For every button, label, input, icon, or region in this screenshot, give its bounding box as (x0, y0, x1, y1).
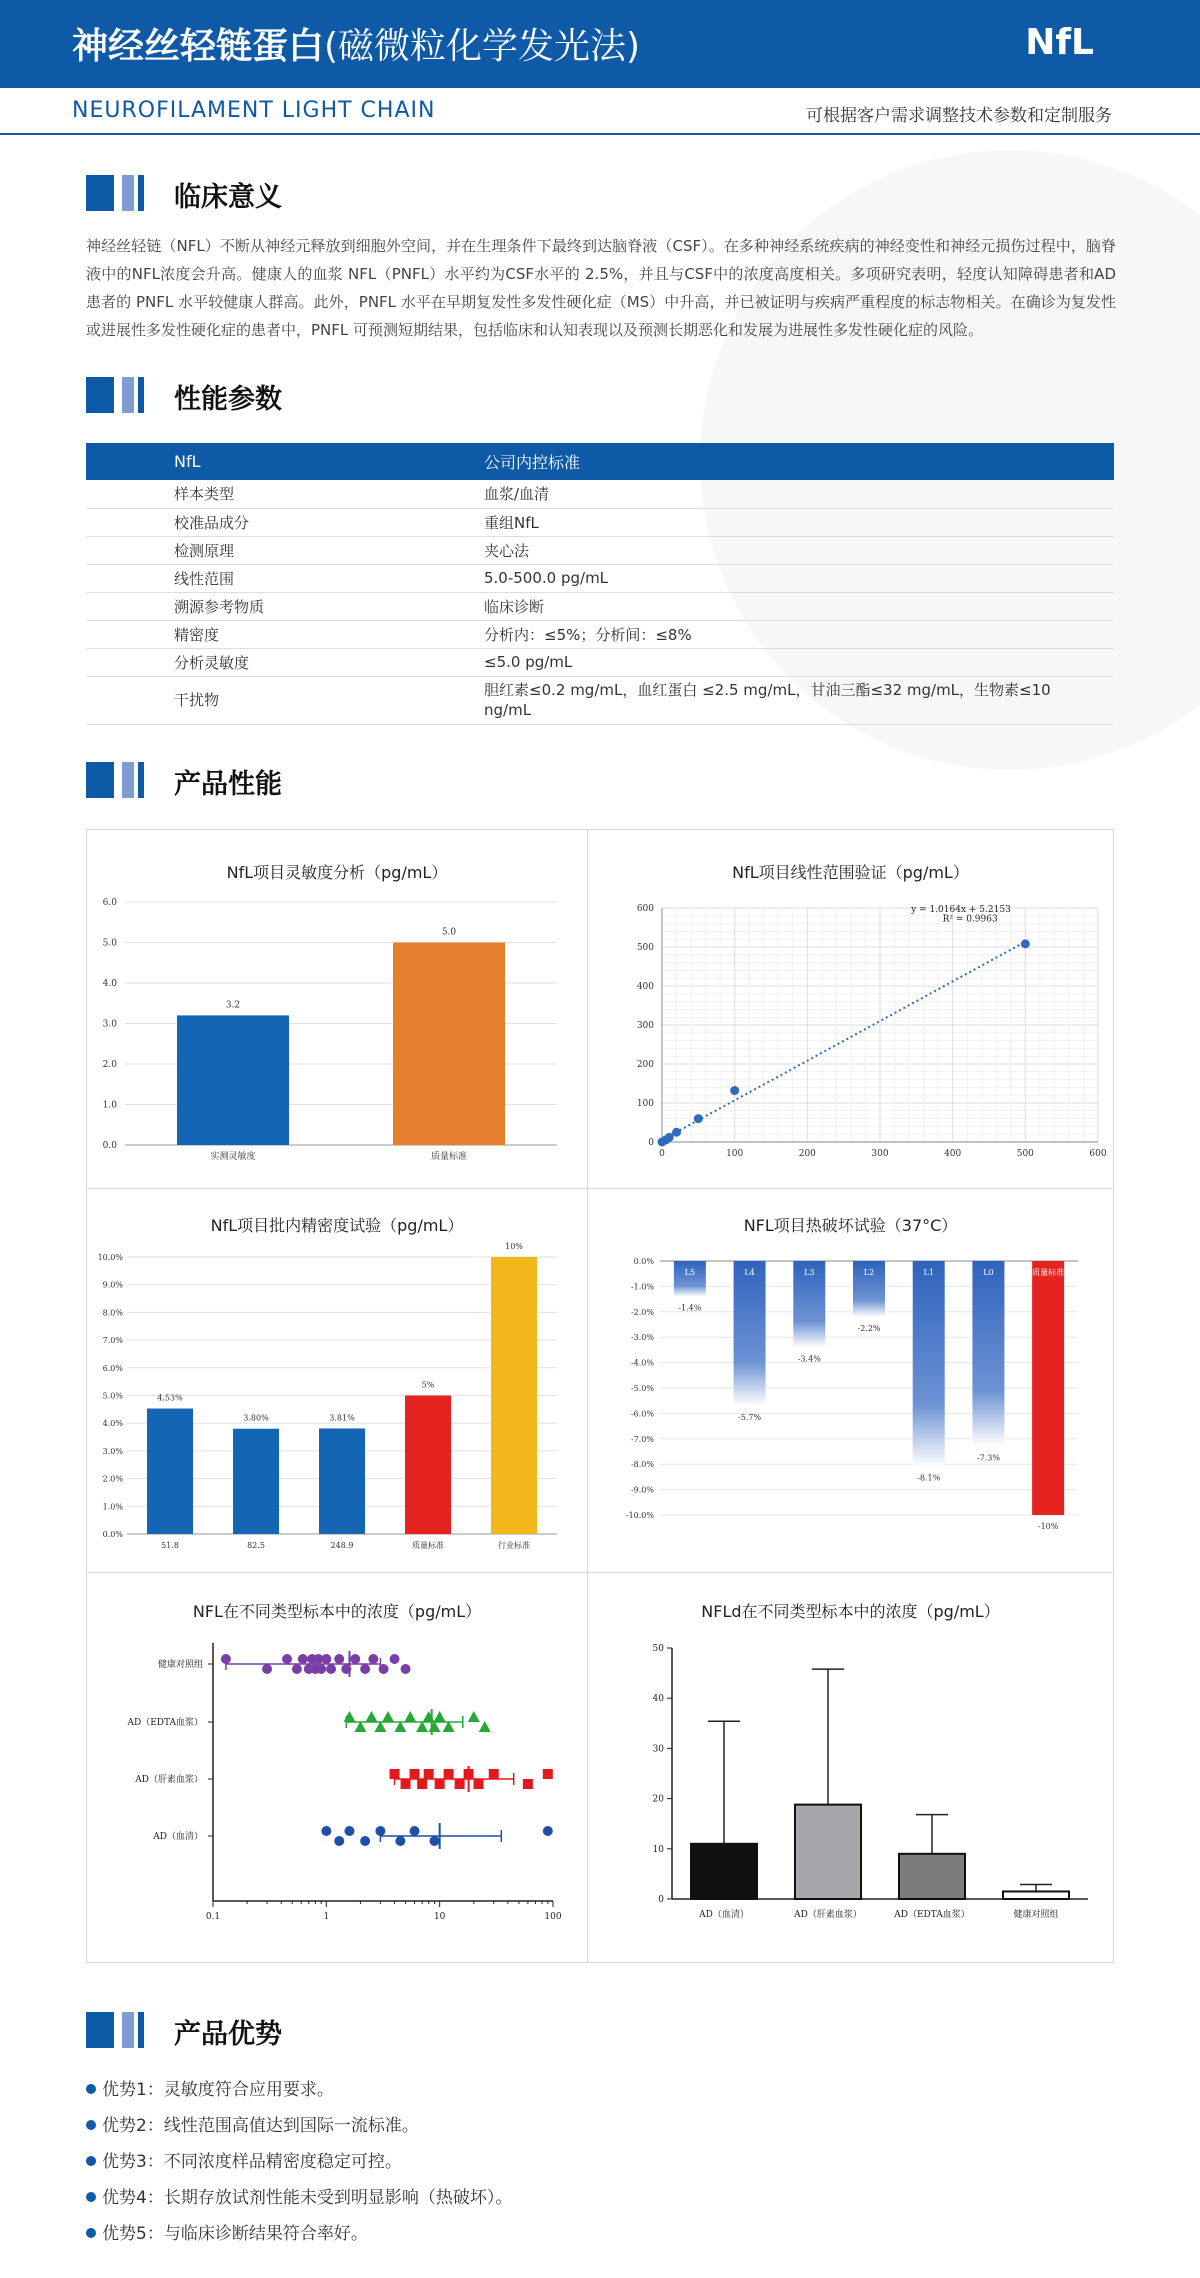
x-tick-label: AD（EDTA血浆） (894, 1910, 970, 1920)
data-label: 5% (421, 1380, 435, 1390)
param-name: 精密度 (86, 620, 484, 648)
data-label: -10% (1037, 1522, 1059, 1531)
data-point (341, 1664, 351, 1674)
data-point (444, 1769, 454, 1779)
data-point (1021, 939, 1030, 948)
chart-title: NFLd在不同类型标本中的浓度（pg/mL） (701, 1602, 1000, 1621)
data-point (473, 1779, 483, 1789)
x-tick-label: 行业标准 (498, 1541, 530, 1550)
bar (899, 1854, 965, 1899)
bar (393, 943, 505, 1146)
y-tick-label: -5.0% (630, 1384, 654, 1393)
subheader (0, 88, 1200, 134)
bar (913, 1261, 945, 1467)
x-tick-label: 51.8 (161, 1541, 179, 1550)
y-tick-label: -1.0% (630, 1282, 654, 1292)
data-point (423, 1711, 435, 1722)
data-point (455, 1779, 465, 1789)
param-name: 样本类型 (86, 480, 484, 508)
data-point (479, 1721, 491, 1732)
sensitivity-bar-chart (87, 830, 587, 1188)
advantage-text: 优势4：长期存放试剂性能未受到明显影响（热破坏）。 (102, 2188, 513, 2208)
y-tick-label: 8.0% (102, 1308, 123, 1318)
concentration-dot-plot (87, 1573, 587, 1963)
bullet-icon (86, 2228, 96, 2238)
data-point (464, 1769, 474, 1779)
y-tick-label: 10 (652, 1844, 664, 1855)
header-bar (0, 0, 1200, 88)
heading-block-icon (122, 377, 134, 413)
data-point (379, 1664, 389, 1674)
data-point (401, 1779, 411, 1789)
page-title: 神经丝轻链蛋白(磁微粒化学发光法) (72, 26, 641, 67)
y-tick-label: AD（EDTA血浆） (127, 1718, 203, 1728)
bar (1003, 1891, 1069, 1899)
x-tick-label: 0 (659, 1149, 665, 1159)
y-tick-label: 50 (652, 1644, 664, 1654)
advantage-text: 优势3：不同浓度样品精密度稳定可控。 (102, 2152, 402, 2172)
x-tick-label: 10 (433, 1912, 446, 1922)
advantage-item (86, 2111, 419, 2136)
x-tick-label: AD（血清） (699, 1910, 749, 1920)
x-tick-label: L1 (923, 1268, 934, 1277)
y-tick-label: 0 (648, 1138, 654, 1148)
y-tick-label: 6.0% (102, 1363, 123, 1373)
heading-block-icon (86, 175, 114, 211)
param-value: 临床诊断 (484, 592, 1114, 620)
data-point (401, 1664, 411, 1674)
x-tick-label: 82.5 (247, 1541, 265, 1550)
heading-block-icon (138, 2012, 144, 2048)
heading-block-icon (122, 175, 134, 211)
advantage-item (86, 2219, 368, 2244)
y-tick-label: 0.0 (102, 1141, 117, 1151)
x-tick-label: 1 (323, 1912, 330, 1922)
x-tick-label: AD（肝素血浆） (794, 1910, 862, 1920)
advantage-text: 优势1：灵敏度符合应用要求。 (102, 2080, 334, 2100)
y-tick-label: 40 (652, 1694, 664, 1705)
clinical-paragraph: 神经丝轻链（NFL）不断从神经元释放到细胞外空间，并在生理条件下最终到达脑脊液（CSF）。在多种神经系统疾病的神经变性和神经元损伤过程中，脑脊液中的NFL浓度会升高。健康人的血浆 NFL（PNFL）水平约为CSF水平的 2.5%，并且与CSF中的浓度高度相关。多项研究表明，轻度认知障碍患者和AD患者的 PNFL 水平较健康人群高。此外，PNFL 水平在早期复发性多发性硬化症（MS）中升高，并已被证明与疾病严重程度的标志物相关。在确诊为复发性或进展性多发性硬化症的患者中，PNFL 可预测短期结果，包括临床和认知表现以及预测长期恶化和发展为进展性多发性硬化症的风险。 (86, 237, 1116, 339)
x-tick-label: 248.9 (330, 1541, 354, 1550)
y-tick-label: 4.0% (102, 1419, 123, 1429)
chart-title: NFL在不同类型标本中的浓度（pg/mL） (192, 1602, 482, 1621)
y-tick-label: 5.0 (102, 938, 117, 949)
chart-title: NFL项目热破坏试验（37°C） (743, 1216, 958, 1235)
y-tick-label: 健康对照组 (157, 1660, 203, 1670)
param-name: 校准品成分 (86, 508, 484, 536)
data-point (360, 1664, 370, 1674)
y-tick-label: 600 (636, 904, 654, 914)
data-point (543, 1826, 553, 1836)
data-point (404, 1711, 416, 1722)
data-label: 3.81% (329, 1413, 355, 1423)
data-point (375, 1826, 385, 1836)
y-tick-label: 7.0% (102, 1336, 123, 1346)
data-label: -8.1% (917, 1473, 941, 1483)
linearity-scatter-chart (588, 830, 1113, 1188)
heading-block-icon (86, 2012, 114, 2048)
x-tick-label: L0 (983, 1268, 994, 1277)
header-cell: NfL (86, 443, 484, 480)
data-point (543, 1769, 553, 1779)
x-tick-label: L2 (863, 1268, 875, 1277)
bullet-icon (86, 2192, 96, 2202)
data-point (262, 1664, 272, 1674)
data-point (523, 1779, 533, 1789)
section-title: 产品性能 (174, 769, 282, 800)
data-point (665, 1133, 674, 1142)
spec-table-header (86, 443, 1114, 480)
data-label: 3.2 (225, 1000, 241, 1011)
param-value: 重组NfL (484, 508, 1114, 536)
x-tick-label: L3 (804, 1268, 815, 1277)
x-tick-label: L5 (684, 1268, 696, 1277)
data-point (672, 1128, 681, 1137)
y-tick-label: -3.0% (630, 1333, 654, 1343)
table-row (86, 620, 1114, 648)
y-tick-label: 0 (658, 1895, 664, 1905)
y-tick-label: 30 (652, 1744, 664, 1755)
param-name: 线性范围 (86, 564, 484, 592)
y-tick-label: 1.0 (102, 1100, 117, 1111)
data-point (343, 1711, 355, 1722)
y-tick-label: -7.0% (630, 1434, 654, 1444)
y-tick-label: 0.0% (633, 1257, 654, 1266)
data-point (321, 1826, 331, 1836)
bar (795, 1805, 861, 1899)
x-tick-label: 400 (944, 1149, 962, 1159)
y-tick-label: 3.0% (102, 1446, 123, 1456)
chart-cell-concentration-dot (87, 1573, 587, 1963)
data-point (326, 1664, 336, 1674)
data-label: -5.7% (738, 1412, 762, 1422)
heading-block-icon (86, 377, 114, 413)
param-name: 干扰物 (86, 676, 484, 724)
y-tick-label: 5.0% (102, 1391, 123, 1401)
data-point (694, 1114, 703, 1123)
section-title: 性能参数 (174, 384, 282, 415)
bullet-icon (86, 2120, 96, 2130)
table-row (86, 508, 1114, 536)
x-tick-label: 健康对照组 (1013, 1910, 1059, 1920)
bar (674, 1261, 706, 1297)
product-code: NfL (1025, 22, 1094, 63)
y-tick-label: 0.0% (102, 1530, 123, 1539)
chart-cell-concentration-bar (588, 1573, 1113, 1963)
data-point (350, 1654, 360, 1664)
advantage-item (86, 2147, 402, 2172)
data-point (365, 1711, 377, 1722)
x-tick-label: 0.1 (205, 1912, 221, 1922)
chart-title: NfL项目线性范围验证（pg/mL） (732, 863, 969, 882)
x-tick-label: L4 (744, 1268, 755, 1277)
x-tick-label: 200 (798, 1149, 816, 1159)
advantage-text: 优势5：与临床诊断结果符合率好。 (102, 2224, 368, 2244)
section-title: 临床意义 (174, 182, 282, 213)
y-tick-label: -2.0% (630, 1307, 654, 1317)
y-tick-label: 100 (636, 1099, 654, 1109)
table-row (86, 648, 1114, 676)
data-point (410, 1769, 420, 1779)
y-tick-label: 9.0% (102, 1280, 123, 1290)
data-point (390, 1654, 400, 1664)
data-label: 3.80% (243, 1413, 269, 1423)
table-row (86, 592, 1114, 620)
chart-cell-linearity (588, 830, 1113, 1188)
param-name: 分析灵敏度 (86, 648, 484, 676)
data-point (435, 1779, 445, 1789)
data-point (410, 1826, 420, 1836)
y-tick-label: -10.0% (625, 1511, 654, 1520)
y-tick-label: 2.0 (102, 1060, 117, 1070)
param-value: 胆红素≤0.2 mg/mL，血红蛋白 ≤2.5 mg/mL，甘油三酯≤32 mg/mL，生物素≤10 ng/mL (484, 676, 1114, 724)
y-tick-label: 300 (636, 1021, 654, 1031)
x-tick-label: 实测灵敏度 (210, 1152, 256, 1162)
concentration-bar-chart (588, 1573, 1113, 1963)
header-divider (0, 133, 1200, 135)
section-title: 产品优势 (174, 2019, 282, 2050)
advantage-item (86, 2183, 512, 2208)
bar (691, 1844, 757, 1899)
chart-cell-thermal (588, 1189, 1113, 1572)
bar (1032, 1261, 1064, 1515)
param-value: 血浆/血清 (484, 480, 1114, 508)
precision-bar-chart (87, 1189, 587, 1572)
r-squared-label: R² = 0.9963 (942, 914, 998, 925)
x-tick-label: 100 (726, 1149, 744, 1159)
x-tick-label: 质量标准 (1032, 1268, 1065, 1277)
y-tick-label: 10.0% (97, 1253, 123, 1262)
x-tick-label: 质量标准 (430, 1152, 468, 1162)
param-value: ≤5.0 pg/mL (484, 648, 1114, 676)
y-tick-label: AD（血清） (153, 1832, 203, 1842)
chart-title: NfL项目批内精密度试验（pg/mL） (210, 1216, 464, 1235)
y-tick-label: 4.0 (102, 979, 117, 989)
table-row (86, 676, 1114, 724)
chart-title: NfL项目灵敏度分析（pg/mL） (226, 863, 448, 882)
table-row (86, 536, 1114, 564)
data-point (321, 1654, 331, 1664)
heading-block-icon (138, 175, 144, 211)
data-point (489, 1769, 499, 1779)
data-point (417, 1779, 427, 1789)
param-value: 夹心法 (484, 536, 1114, 564)
data-point (368, 1654, 378, 1664)
heading-block-icon (138, 762, 144, 798)
y-tick-label: -6.0% (630, 1409, 654, 1419)
y-tick-label: 500 (636, 943, 654, 953)
x-tick-label: 600 (1089, 1149, 1107, 1159)
data-point (429, 1836, 439, 1846)
y-tick-label: AD（肝素血浆） (135, 1775, 203, 1785)
data-point (395, 1836, 405, 1846)
data-label: -7.3% (976, 1453, 1000, 1463)
advantage-item (86, 2075, 334, 2100)
y-tick-label: 400 (636, 982, 654, 992)
bar (405, 1396, 451, 1535)
bar (147, 1409, 193, 1534)
param-value: 5.0-500.0 pg/mL (484, 564, 1114, 592)
data-point (282, 1654, 292, 1664)
heading-block-icon (122, 762, 134, 798)
param-value: 分析内：≤5%；分析间：≤8% (484, 620, 1114, 648)
data-point (730, 1086, 739, 1095)
bar (734, 1261, 766, 1406)
data-label: -3.4% (797, 1354, 821, 1364)
data-point (292, 1664, 302, 1674)
data-point (424, 1769, 434, 1779)
heading-block-icon (86, 762, 114, 798)
bar (319, 1428, 365, 1534)
bar (233, 1429, 279, 1534)
bullet-icon (86, 2156, 96, 2166)
equation-label: y = 1.0164x + 5.2153 (911, 904, 1011, 915)
bullet-icon (86, 2084, 96, 2094)
data-point (434, 1711, 446, 1722)
chart-cell-precision (87, 1189, 587, 1572)
y-tick-label: -4.0% (630, 1358, 654, 1368)
service-note: 可根据客户需求调整技术参数和定制服务 (806, 106, 1112, 126)
x-tick-label: 质量标准 (412, 1541, 444, 1550)
bar (491, 1257, 537, 1534)
y-tick-label: 3.0 (102, 1019, 117, 1030)
x-tick-label: 300 (871, 1149, 889, 1159)
bar (177, 1015, 289, 1145)
y-tick-label: -9.0% (630, 1485, 654, 1495)
data-label: 5.0 (441, 927, 457, 938)
bar (972, 1261, 1004, 1446)
table-row (86, 480, 1114, 508)
x-tick-label: 500 (1016, 1149, 1034, 1159)
data-point (298, 1654, 308, 1664)
y-tick-label: 6.0 (102, 898, 117, 908)
table-row (86, 564, 1114, 592)
chart-cell-sensitivity (87, 830, 587, 1188)
data-point (344, 1826, 354, 1836)
data-point (221, 1654, 231, 1664)
y-tick-label: 2.0% (102, 1474, 123, 1484)
data-label: 10% (505, 1242, 523, 1251)
heading-block-icon (138, 377, 144, 413)
english-subtitle: NEUROFILAMENT LIGHT CHAIN (72, 98, 436, 123)
data-label: -2.2% (857, 1323, 881, 1333)
data-label: 4.53% (157, 1393, 183, 1403)
y-tick-label: 1.0% (102, 1502, 123, 1512)
header-cell: 公司内控标准 (484, 443, 1114, 480)
heading-block-icon (122, 2012, 134, 2048)
charts-grid (86, 829, 1114, 1963)
data-point (382, 1711, 394, 1722)
thermal-bar-chart (588, 1189, 1113, 1572)
data-point (390, 1769, 400, 1779)
param-name: 溯源参考物质 (86, 592, 484, 620)
data-point (468, 1711, 480, 1722)
y-tick-label: 20 (652, 1794, 664, 1805)
data-point (334, 1654, 344, 1664)
x-tick-label: 100 (544, 1912, 562, 1922)
spec-table (86, 443, 1114, 725)
data-point (316, 1664, 326, 1674)
data-label: -1.4% (678, 1303, 702, 1313)
data-point (334, 1836, 344, 1846)
advantage-text: 优势2：线性范围高值达到国际一流标准。 (102, 2116, 419, 2136)
y-tick-label: 200 (636, 1060, 654, 1070)
param-name: 检测原理 (86, 536, 484, 564)
data-point (360, 1836, 370, 1846)
y-tick-label: -8.0% (630, 1460, 654, 1470)
